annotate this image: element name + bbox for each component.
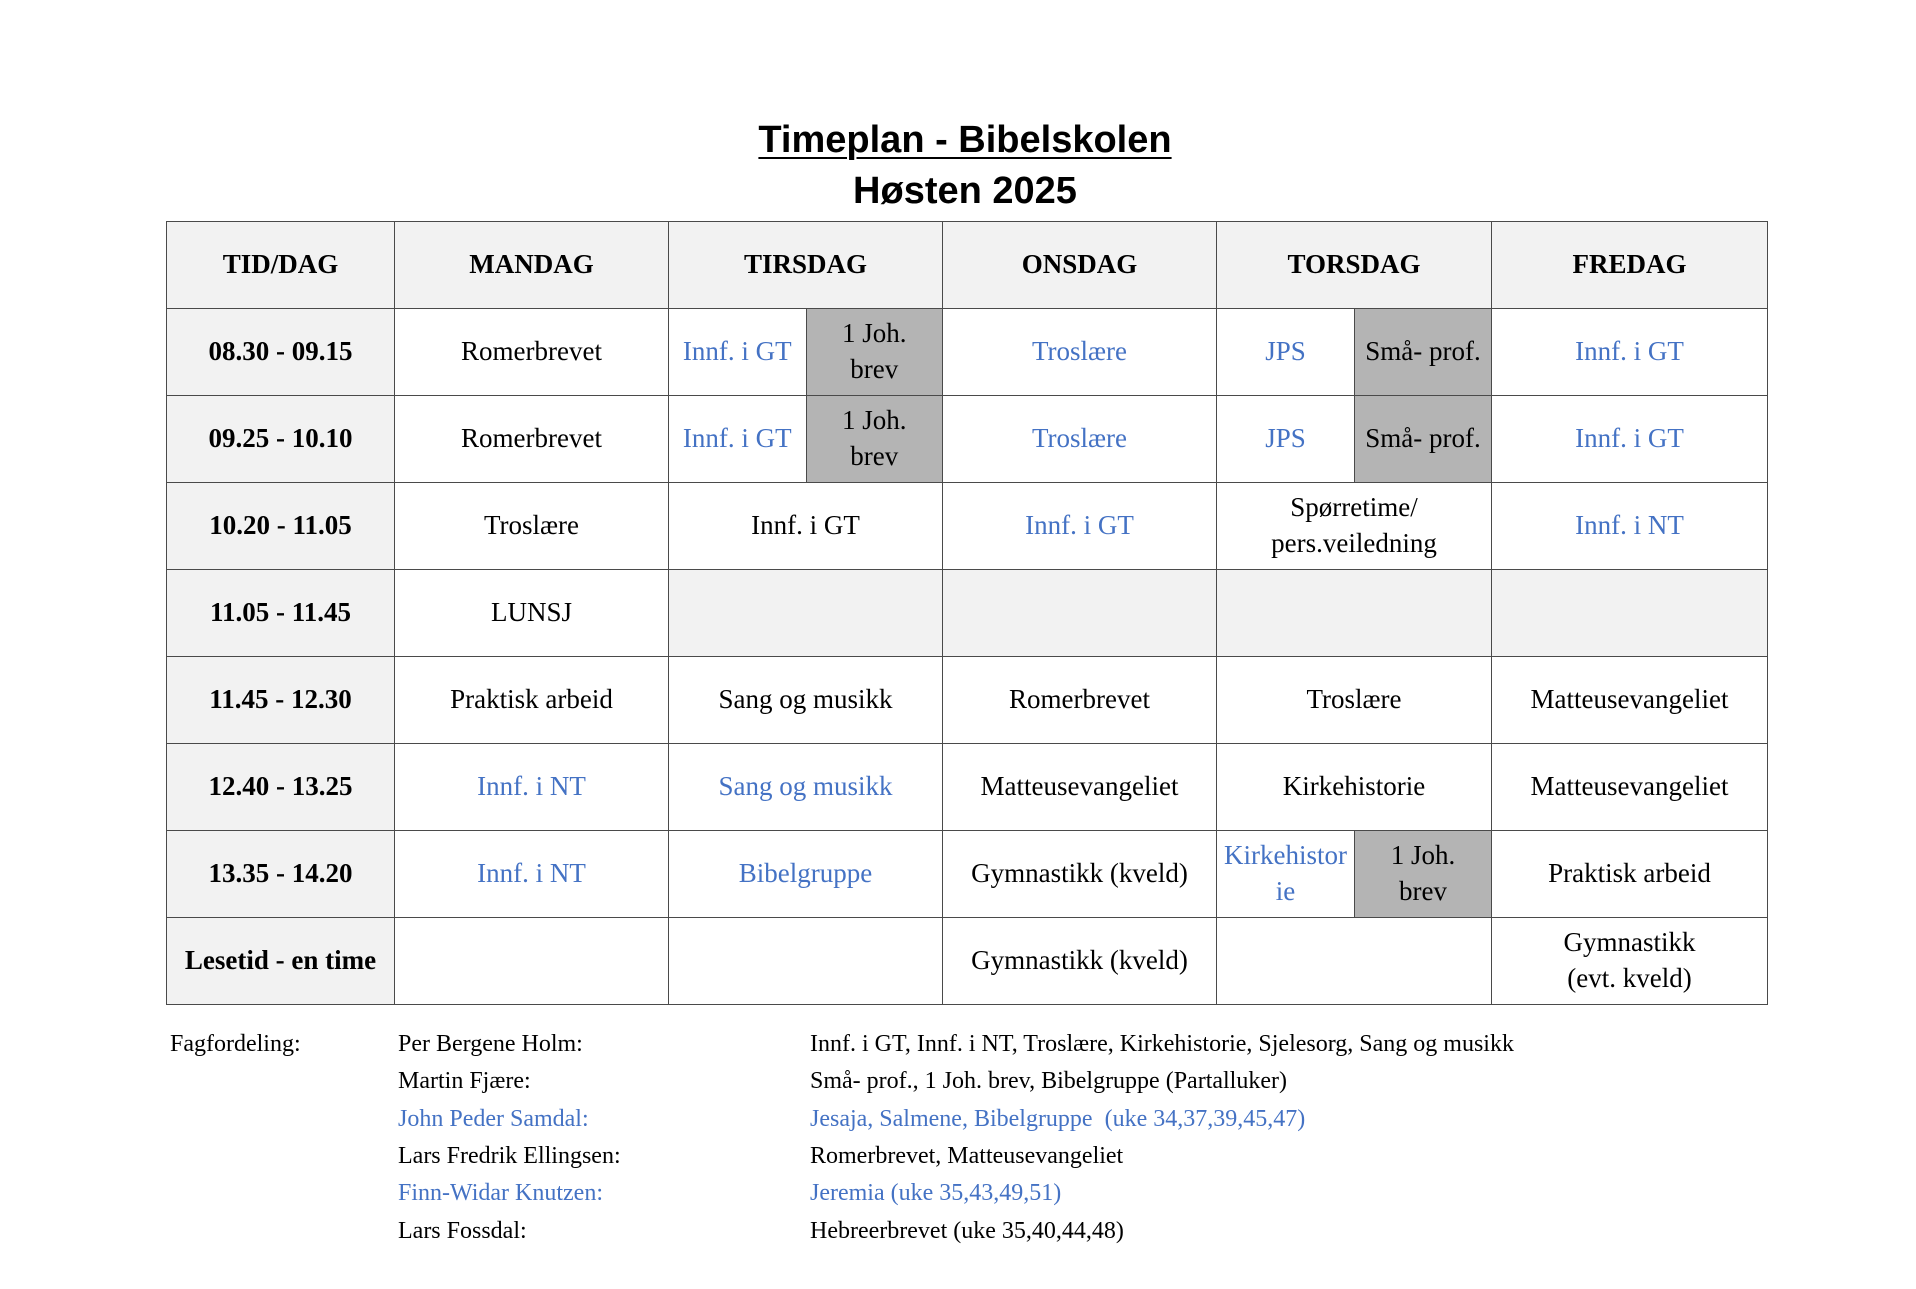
cell-torsdag (1217, 918, 1492, 1005)
cell-torsdag (1217, 831, 1492, 918)
table-row (167, 570, 1768, 657)
cell-fredag: Innf. i NT (1492, 483, 1768, 570)
teacher-subjects: Hebreerbrevet (uke 35,40,44,48) (810, 1218, 1124, 1244)
cell-fredag: Gymnastikk (evt. kveld) (1492, 918, 1768, 1005)
teacher-subjects: Innf. i GT, Innf. i NT, Troslære, Kirkehistorie, Sjelesorg, Sang og musikk (810, 1031, 1514, 1057)
cell-tirsdag: Bibelgruppe (669, 831, 943, 918)
cell-torsdag-a: Kirkehistorie (1224, 840, 1347, 906)
teacher-name: Finn-Widar Knutzen: (398, 1180, 603, 1206)
time-cell: 11.45 - 12.30 (167, 657, 395, 744)
cell-fredag: Matteusevangeliet (1492, 744, 1768, 831)
cell-torsdag: Kirkehistorie (1217, 744, 1492, 831)
cell-mandag: Romerbrevet (395, 309, 669, 396)
time-cell: 09.25 - 10.10 (167, 396, 395, 483)
cell-tirsdag-b: 1 Joh. brev (806, 396, 943, 482)
teacher-subjects: Små- prof., 1 Joh. brev, Bibelgruppe (Partalluker) (810, 1068, 1287, 1094)
cell-tirsdag: Sang og musikk (669, 744, 943, 831)
cell-onsdag (943, 570, 1217, 657)
table-row (167, 483, 1768, 570)
table-row (167, 657, 1768, 744)
header-onsdag: ONSDAG (943, 222, 1217, 309)
cell-tirsdag (669, 396, 943, 483)
time-cell: 13.35 - 14.20 (167, 831, 395, 918)
table-row (167, 744, 1768, 831)
cell-torsdag-a: JPS (1265, 336, 1306, 367)
cell-torsdag (1217, 309, 1492, 396)
teacher-name: Lars Fossdal: (398, 1218, 527, 1244)
teacher-subjects: Jesaja, Salmene, Bibelgruppe (uke 34,37,39,45,47) (810, 1106, 1306, 1132)
cell-onsdag: Troslære (943, 396, 1217, 483)
cell-torsdag: Spørretime/ pers.veiledning (1217, 483, 1492, 570)
cell-torsdag (1217, 570, 1492, 657)
table-row (167, 918, 1768, 1005)
cell-torsdag-b: Små- prof. (1354, 309, 1491, 395)
cell-torsdag-b: 1 Joh. brev (1354, 831, 1491, 917)
cell-torsdag-a: JPS (1265, 423, 1306, 454)
table-row (167, 396, 1768, 483)
cell-tirsdag: Sang og musikk (669, 657, 943, 744)
header-torsdag: TORSDAG (1217, 222, 1492, 309)
table-row (167, 831, 1768, 918)
teacher-subjects: Romerbrevet, Matteusevangeliet (810, 1143, 1124, 1169)
cell-mandag: Praktisk arbeid (395, 657, 669, 744)
cell-mandag: Innf. i NT (395, 831, 669, 918)
header-fredag: FREDAG (1492, 222, 1768, 309)
cell-onsdag: Innf. i GT (943, 483, 1217, 570)
teacher-name: John Peder Samdal: (398, 1106, 589, 1132)
cell-onsdag: Gymnastikk (kveld) (943, 831, 1217, 918)
cell-onsdag: Romerbrevet (943, 657, 1217, 744)
cell-torsdag-b: Små- prof. (1354, 396, 1491, 482)
fagfordeling-label: Fagfordeling: (170, 1031, 301, 1057)
cell-torsdag (1217, 396, 1492, 483)
cell-fredag: Praktisk arbeid (1492, 831, 1768, 918)
time-cell: Lesetid - en time (167, 918, 395, 1005)
teacher-name: Martin Fjære: (398, 1068, 531, 1094)
cell-tirsdag (669, 570, 943, 657)
page-title: Timeplan - Bibelskolen (758, 119, 1172, 161)
header-row (167, 222, 1768, 309)
cell-mandag: Romerbrevet (395, 396, 669, 483)
cell-tirsdag-b: 1 Joh. brev (806, 309, 943, 395)
cell-mandag: Innf. i NT (395, 744, 669, 831)
cell-onsdag: Troslære (943, 309, 1217, 396)
schedule-table (166, 221, 1768, 1005)
header-mandag: MANDAG (395, 222, 669, 309)
cell-onsdag: Matteusevangeliet (943, 744, 1217, 831)
header-tid-dag: TID/DAG (167, 222, 395, 309)
teacher-name: Lars Fredrik Ellingsen: (398, 1143, 621, 1169)
time-cell: 12.40 - 13.25 (167, 744, 395, 831)
cell-onsdag: Gymnastikk (kveld) (943, 918, 1217, 1005)
cell-mandag: LUNSJ (395, 570, 669, 657)
cell-mandag (395, 918, 669, 1005)
cell-tirsdag (669, 918, 943, 1005)
teacher-name: Per Bergene Holm: (398, 1031, 583, 1057)
time-cell: 11.05 - 11.45 (167, 570, 395, 657)
time-cell: 10.20 - 11.05 (167, 483, 395, 570)
cell-fredag: Matteusevangeliet (1492, 657, 1768, 744)
teacher-subjects: Jeremia (uke 35,43,49,51) (810, 1180, 1062, 1206)
cell-tirsdag-a: Innf. i GT (682, 423, 792, 454)
time-cell: 08.30 - 09.15 (167, 309, 395, 396)
cell-tirsdag-a: Innf. i GT (682, 336, 792, 367)
cell-fredag (1492, 570, 1768, 657)
cell-fredag: Innf. i GT (1492, 396, 1768, 483)
cell-fredag: Innf. i GT (1492, 309, 1768, 396)
header-tirsdag: TIRSDAG (669, 222, 943, 309)
cell-tirsdag: Innf. i GT (669, 483, 943, 570)
cell-mandag: Troslære (395, 483, 669, 570)
cell-torsdag: Troslære (1217, 657, 1492, 744)
cell-tirsdag (669, 309, 943, 396)
table-row (167, 309, 1768, 396)
page-subtitle: Høsten 2025 (853, 170, 1077, 212)
